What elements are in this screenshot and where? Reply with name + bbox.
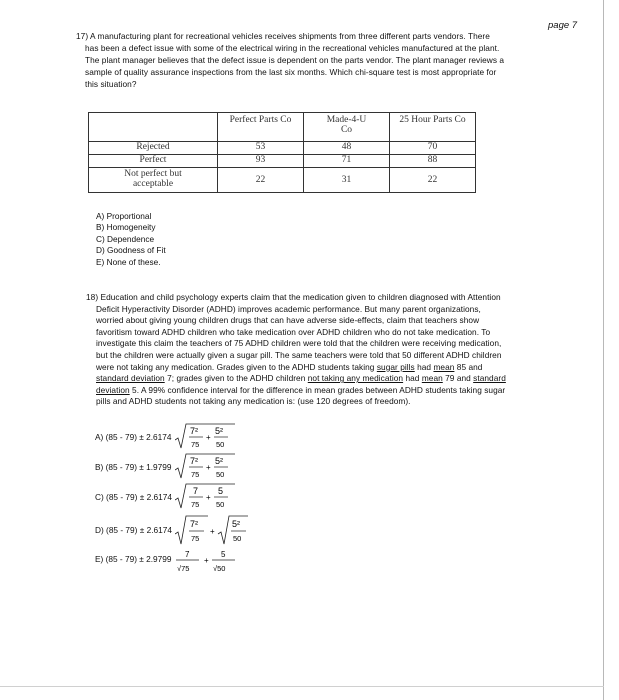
denominator: √50 — [213, 564, 226, 573]
question-text-line: Deficit Hyperactivity Disorder (ADHD) improves academic performance. But many parent organizations, — [96, 303, 481, 314]
numerator: 5² — [215, 426, 224, 436]
question-text-line: standard deviation 7; grades given to the ADHD children not taking any medication had mean 79 and standard — [96, 373, 506, 384]
row-label: Not perfect but acceptable — [89, 168, 218, 193]
page-edge-right — [603, 0, 604, 700]
numerator: 7² — [190, 426, 199, 436]
table-cell: 70 — [390, 142, 476, 155]
page-number: page 7 — [548, 20, 578, 31]
plus-sign: + — [210, 527, 215, 536]
table-cell: 31 — [304, 168, 390, 193]
numerator: 5² — [215, 456, 224, 466]
answer-option[interactable]: B) Homogeneity — [96, 222, 156, 233]
plus-sign: + — [206, 493, 211, 502]
page-edge-bottom — [0, 686, 604, 687]
denominator: 75 — [191, 500, 200, 509]
question-text-line: deviation 5. A 99% confidence interval for the difference in mean grades between ADHD students taking sugar — [96, 384, 506, 395]
question-18-text — [86, 292, 506, 408]
table-row — [89, 155, 476, 168]
question-text-line: investigate this claim the teachers of 75 ADHD children were told that the children were receiving medication, — [96, 338, 502, 349]
plus-sign: + — [204, 556, 209, 565]
denominator: 50 — [216, 500, 225, 509]
table-cell: 53 — [218, 142, 304, 155]
question-text-line: has been a defect issue with some of the electrical wiring in the recreational vehicles manufactured at the plant. — [85, 43, 500, 53]
answer-option[interactable]: C) Dependence — [96, 233, 155, 244]
numerator: 7² — [190, 519, 199, 529]
answer-prefix: A) (85 - 79) ± 2.6174 — [95, 432, 172, 442]
plus-sign: + — [206, 433, 211, 442]
plus-sign: + — [206, 463, 211, 472]
formula-radical — [175, 452, 265, 482]
denominator: √75 — [177, 564, 190, 573]
formula-radical — [175, 422, 265, 452]
numerator: 5 — [218, 486, 224, 496]
numerator: 7² — [190, 456, 199, 466]
denominator: 50 — [233, 534, 242, 543]
table-cell: 22 — [218, 168, 304, 193]
table-header-cell: Made-4-U Co — [304, 113, 390, 142]
table-cell: 71 — [304, 155, 390, 168]
numerator: 7 — [185, 550, 190, 559]
answer-prefix: C) (85 - 79) ± 2.6174 — [95, 492, 172, 502]
denominator: 75 — [191, 534, 200, 543]
denominator: 50 — [216, 440, 225, 449]
vendor-defect-table — [88, 112, 476, 193]
answer-prefix: E) (85 - 79) ± 2.9799 — [95, 554, 172, 564]
question-text-line: worried about giving young children drugs that can have adverse side-effects, claim that teachers show — [96, 315, 480, 326]
answer-prefix: B) (85 - 79) ± 1.9799 — [95, 462, 172, 472]
table-corner-cell — [89, 113, 218, 142]
numerator: 7 — [193, 486, 199, 496]
numerator: 5² — [232, 519, 241, 529]
formula-radical — [175, 482, 265, 512]
answer-option[interactable]: D) Goodness of Fit — [96, 245, 166, 256]
table-cell: 22 — [390, 168, 476, 193]
question-text-line: favoritism toward ADHD children who take medication over ADHD children who do not take medication. To — [96, 326, 491, 337]
table-header-cell: 25 Hour Parts Co — [390, 113, 476, 142]
answer-option[interactable]: E) None of these. — [96, 256, 161, 267]
answer-option[interactable]: A) Proportional — [96, 211, 152, 221]
question-17-options — [96, 211, 166, 268]
answer-prefix: D) (85 - 79) ± 2.6174 — [95, 525, 172, 535]
table-row — [89, 142, 476, 155]
table-row — [89, 168, 476, 193]
question-text-line: this situation? — [85, 79, 137, 89]
denominator: 50 — [216, 470, 225, 479]
table-header-cell: Perfect Parts Co — [218, 113, 304, 142]
row-label: Rejected — [89, 142, 218, 155]
table-cell: 93 — [218, 155, 304, 168]
question-text-line: pills and ADHD students not taking any medication is: (use 120 degrees of freedom). — [96, 396, 411, 407]
denominator: 75 — [191, 470, 200, 479]
question-text-line: sample of quality assurance inspections from the last six months. Which chi-square test is most appropriate for — [85, 67, 497, 77]
question-text-line: 17) A manufacturing plant for recreational vehicles receives shipments from three different parts vendors. There — [76, 31, 490, 41]
question-text-line: The plant manager believes that the defect issue is dependent on the parts vendor. The plant manager reviews a — [85, 55, 505, 65]
denominator: 75 — [191, 440, 200, 449]
question-text-line: were not taking any medication. Grades given to the ADHD students taking sugar pills had mean 85 and — [96, 361, 483, 372]
table-cell: 48 — [304, 142, 390, 155]
table-cell: 88 — [390, 155, 476, 168]
row-label: Perfect — [89, 155, 218, 168]
formula-fraction — [175, 547, 275, 577]
numerator: 5 — [221, 550, 226, 559]
table-header-row — [89, 113, 476, 142]
question-17-text — [76, 30, 504, 90]
formula-radical — [175, 514, 275, 548]
question-text-line: 18) Education and child psychology experts claim that the medication given to children diagnosed with Attention — [86, 292, 501, 302]
question-text-line: but the children were actually given a sugar pill. The same teachers were told that 50 different ADHD children — [96, 349, 502, 360]
